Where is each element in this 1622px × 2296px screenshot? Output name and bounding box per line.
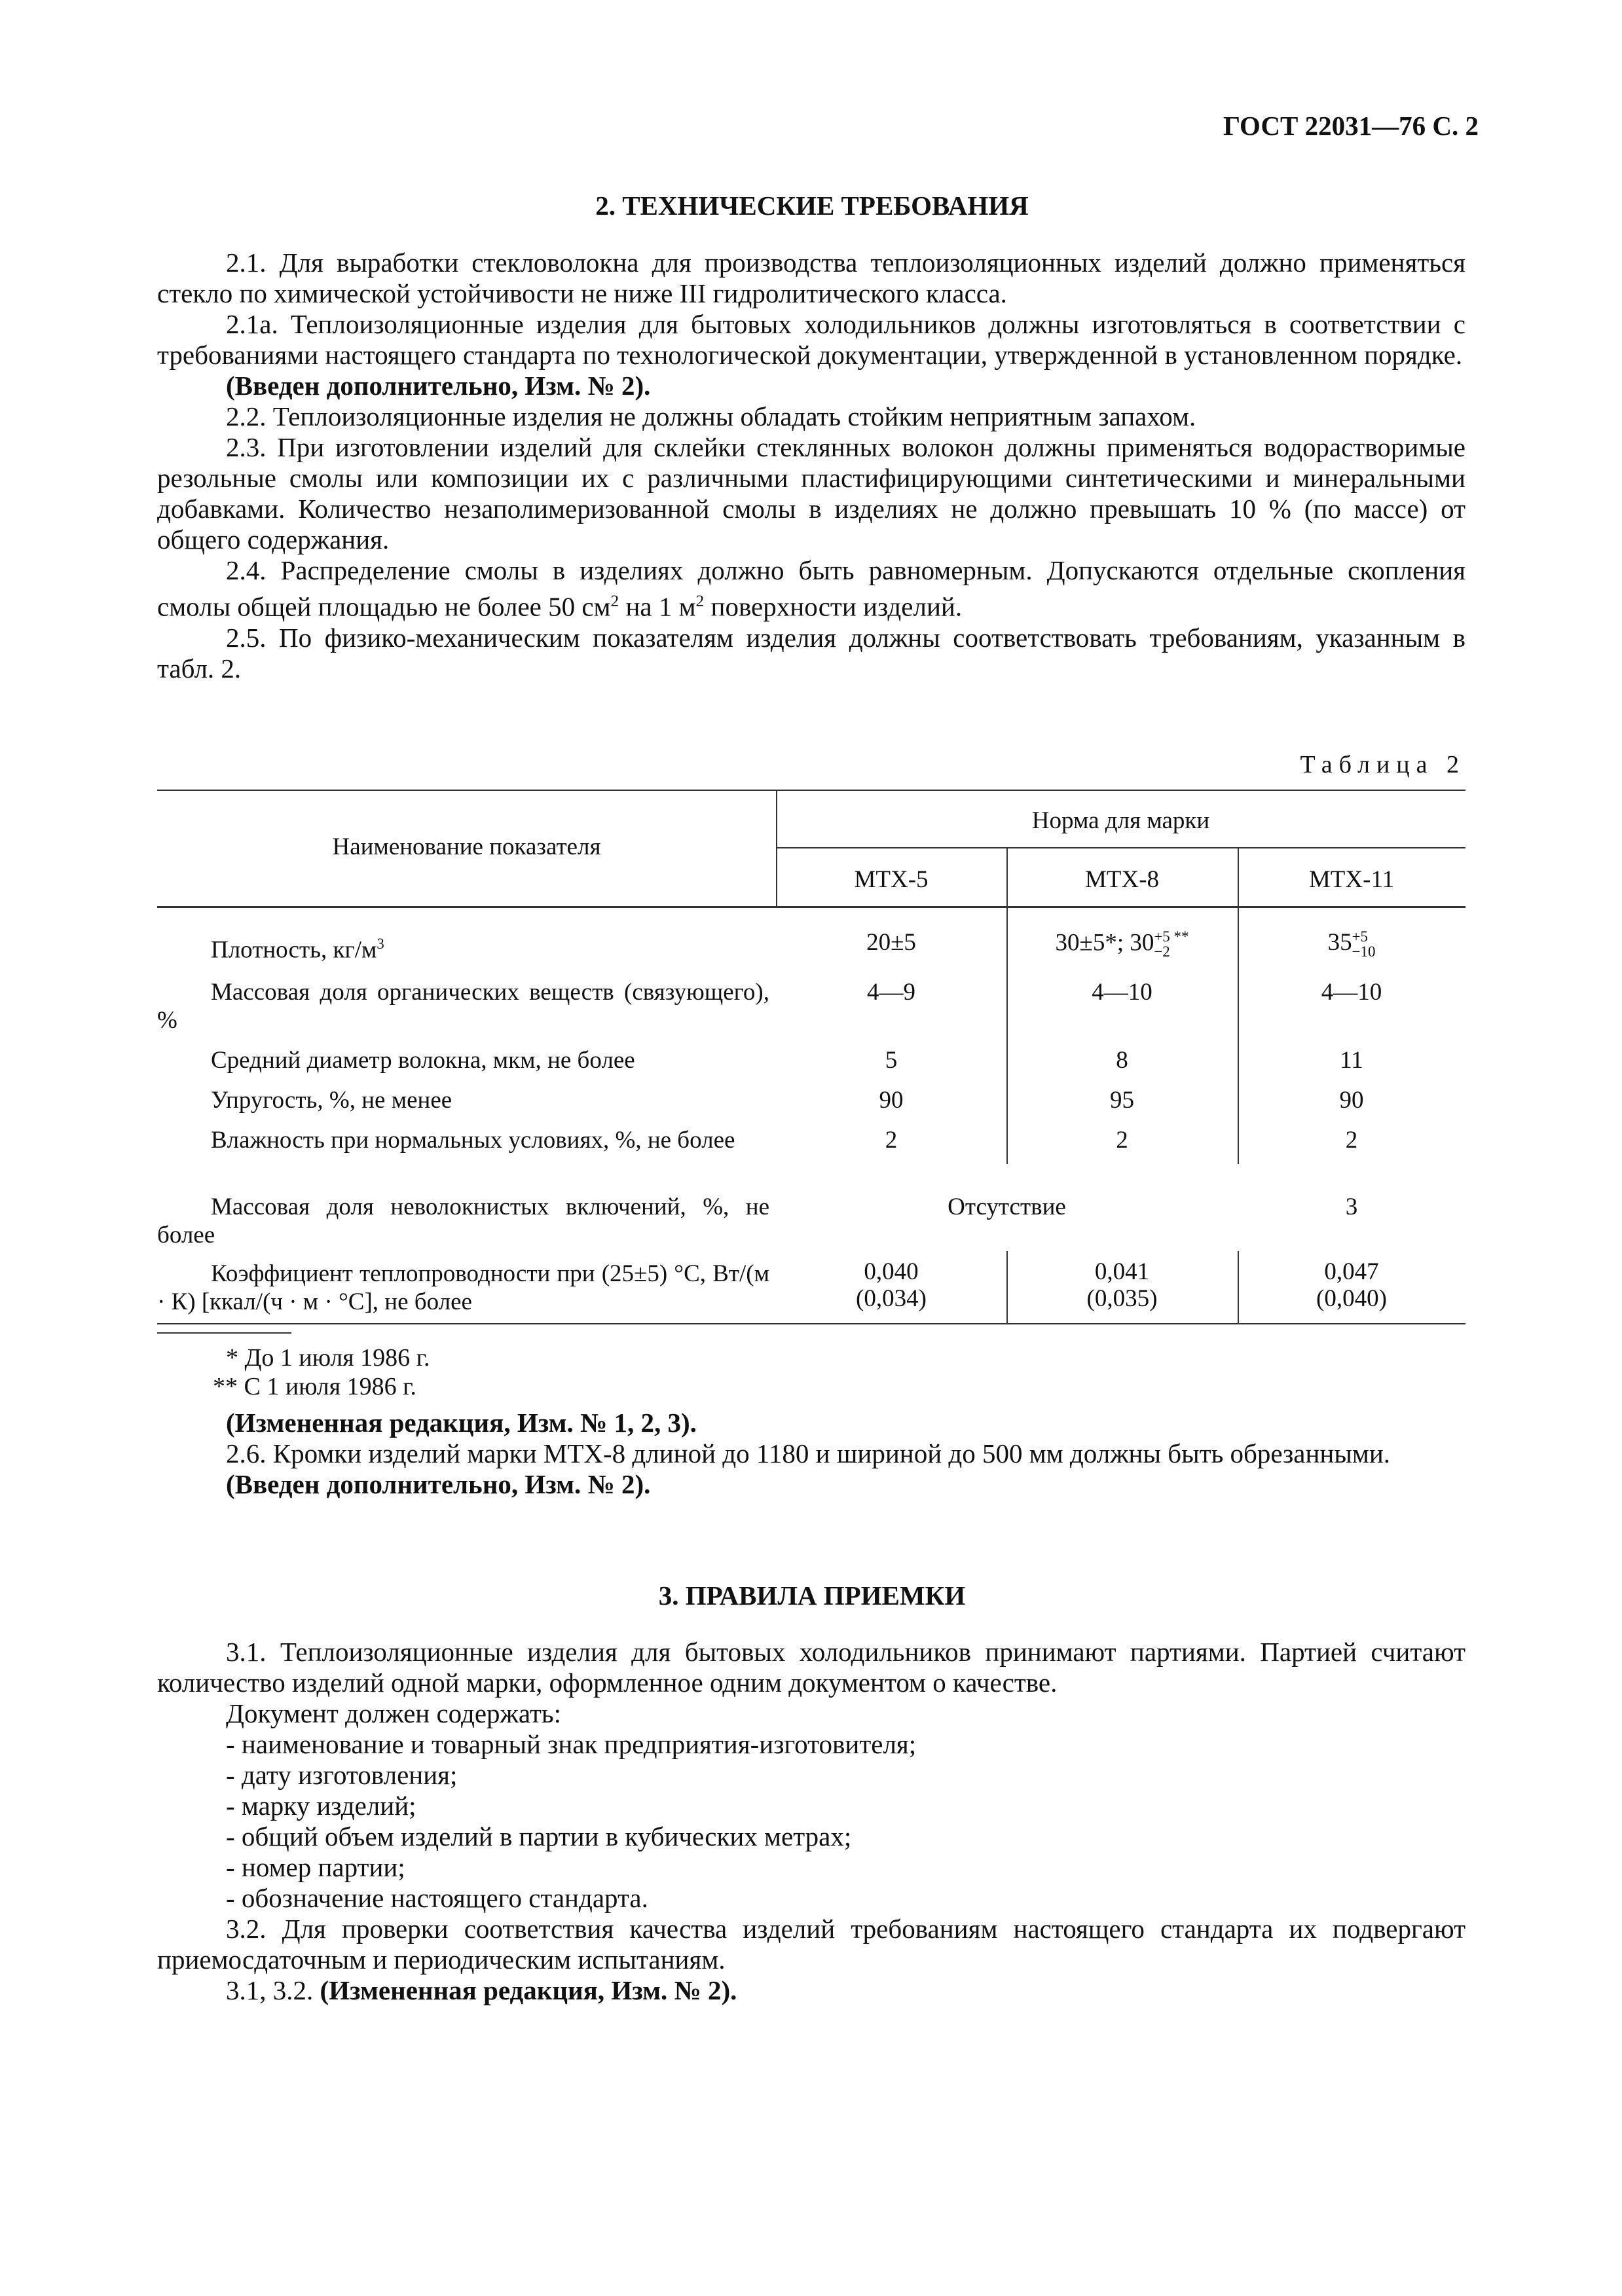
column-header-name: Наименование показателя bbox=[332, 833, 601, 860]
paragraph-2-3: 2.3. При изготовлении изделий для склейки стеклянных волокон должны применяться водорастворимые резольные смолы или композиции их с различными пластифицирующими синтетическими и минеральными добавками. Количество незаполимеризованной смолы в изделиях не должно превышать 10 % (по массе) от общего содержания. bbox=[157, 432, 1465, 555]
page-header: ГОСТ 22031—76 С. 2 bbox=[1223, 111, 1479, 141]
list-item: - марку изделий; bbox=[226, 1791, 416, 1821]
list-item: - наименование и товарный знак предприятия-изготовителя; bbox=[226, 1729, 917, 1759]
table-header-bottom-rule bbox=[157, 906, 1465, 908]
section-title-acceptance-rules: 3. ПРАВИЛА ПРИЕМКИ bbox=[658, 1580, 966, 1611]
table-cell: 90 bbox=[1339, 1087, 1364, 1114]
footnote-rule bbox=[157, 1332, 291, 1334]
paragraph-2-2: 2.2. Теплоизоляционные изделия не должны обладать стойким неприятным запахом. bbox=[226, 401, 1196, 431]
table-row-name: Массовая доля органических веществ (связующего), % bbox=[157, 979, 769, 1034]
paragraph-3-2: 3.2. Для проверки соответствия качества изделий требованиям настоящего стандарта их подвергают приемосдаточным и периодическим испытаниям. bbox=[157, 1914, 1465, 1975]
density-mtx5: 20±5 bbox=[866, 929, 916, 956]
paragraph-2-1a: 2.1а. Теплоизоляционные изделия для бытовых холодильников должны изготовляться в соответствии с требованиями настоящего стандарта по технологической документации, утвержденной в установленном порядке. bbox=[157, 309, 1465, 370]
table-cell: 3 bbox=[1345, 1194, 1358, 1220]
table-row-name: Массовая доля неволокнистых включений, %, не более bbox=[157, 1194, 769, 1248]
table-bottom-rule bbox=[157, 1323, 1465, 1324]
table-cell: 0,040 (0,034) bbox=[856, 1258, 927, 1312]
table-cell: 90 bbox=[879, 1087, 904, 1114]
table-cell: 5 bbox=[885, 1047, 898, 1074]
table-cell: 0,047 (0,040) bbox=[1316, 1258, 1387, 1312]
footnote: * До 1 июля 1986 г. bbox=[226, 1344, 430, 1372]
density-mtx8: 30±5*; 30+5 −2 ** bbox=[1055, 928, 1189, 960]
amendment-line: 3.1, 3.2. (Измененная редакция, Изм. № 2). bbox=[226, 1975, 737, 2005]
table-cell: 2 bbox=[1345, 1127, 1358, 1154]
table-row-name: Средний диаметр волокна, мкм, не более bbox=[211, 1047, 635, 1074]
list-item: - номер партии; bbox=[226, 1852, 405, 1882]
column-header-norm: Норма для марки bbox=[1031, 807, 1210, 834]
section-title-technical-requirements: 2. ТЕХНИЧЕСКИЕ ТРЕБОВАНИЯ bbox=[595, 191, 1029, 221]
after-table-body bbox=[157, 1408, 1465, 1500]
footnotes bbox=[157, 1343, 1465, 1401]
table-cell: 4—10 bbox=[1092, 979, 1152, 1006]
paragraph-2-4: 2.4. Распределение смолы в изделиях должно быть равномерным. Допускаются отдельные скопления смолы общей площадью не более 50 $см^2$ на 1 $м^2$ поверхности изделий. bbox=[157, 555, 1465, 622]
paragraph-2-1: 2.1. Для выработки стекловолокна для производства теплоизоляционных изделий должно применяться стекло по химической устойчивости не ниже III гидролитического класса. bbox=[157, 247, 1465, 308]
table-row-name: Упругость, %, не менее bbox=[211, 1087, 452, 1114]
table-header-mid-rule bbox=[776, 847, 1465, 848]
column-header-mtx11: МТХ-11 bbox=[1308, 866, 1395, 893]
table-cell: 4—9 bbox=[867, 979, 915, 1006]
table-row-density-name: Плотность, $кг/м^3$ bbox=[211, 936, 384, 964]
paragraph-3-1: 3.1. Теплоизоляционные изделия для бытовых холодильников принимают партиями. Партией считают количество изделий одной марки, оформленное одним документом о качестве. bbox=[157, 1637, 1465, 1698]
paragraph-2-5: 2.5. По физико-механическим показателям изделия должны соответствовать требованиям, указанным в табл. 2. bbox=[157, 622, 1465, 683]
list-item: - обозначение настоящего стандарта. bbox=[226, 1883, 648, 1913]
table-cell: Отсутствие bbox=[948, 1194, 1066, 1220]
amendment-note: (Измененная редакция, Изм. № 1, 2, 3). bbox=[226, 1408, 697, 1438]
column-header-mtx8: МТХ-8 bbox=[1084, 866, 1160, 893]
table-cell: 95 bbox=[1110, 1087, 1134, 1114]
table-caption: Таблица 2 bbox=[1300, 751, 1465, 778]
table-cell: 11 bbox=[1340, 1047, 1363, 1074]
table-cell: 8 bbox=[1116, 1047, 1128, 1074]
list-item: - общий объем изделий в партии в кубических метрах; bbox=[226, 1821, 852, 1851]
document-contents-intro: Документ должен содержать: bbox=[226, 1698, 562, 1728]
list-item: - дату изготовления; bbox=[226, 1760, 458, 1790]
table-row-name: Коэффициент теплопроводности при (25±5) °С, Вт/(м · К) [ккал/(ч · м · °С], не более bbox=[157, 1260, 769, 1315]
paragraph-2-6: 2.6. Кромки изделий марки МТХ-8 длиной до 1180 и шириной до 500 мм должны быть обрезанными. bbox=[226, 1438, 1391, 1468]
table-top-rule bbox=[157, 790, 1465, 791]
section3-body bbox=[157, 1637, 1465, 2006]
amendment-note: (Введен дополнительно, Изм. № 2). bbox=[226, 1469, 651, 1499]
table-cell: 0,041 (0,035) bbox=[1086, 1258, 1158, 1312]
density-mtx11: 35+5 −10 bbox=[1327, 928, 1376, 960]
table-row-name: Влажность при нормальных условиях, %, не более bbox=[211, 1127, 735, 1154]
column-header-mtx5: МТХ-5 bbox=[854, 866, 929, 893]
table-cell: 2 bbox=[1116, 1127, 1128, 1154]
table-cell: 2 bbox=[885, 1127, 898, 1154]
section2-body bbox=[157, 247, 1465, 684]
table-cell: 4—10 bbox=[1321, 979, 1382, 1006]
footnote: ** С 1 июля 1986 г. bbox=[213, 1373, 416, 1400]
amendment-note: (Введен дополнительно, Изм. № 2). bbox=[226, 371, 651, 401]
